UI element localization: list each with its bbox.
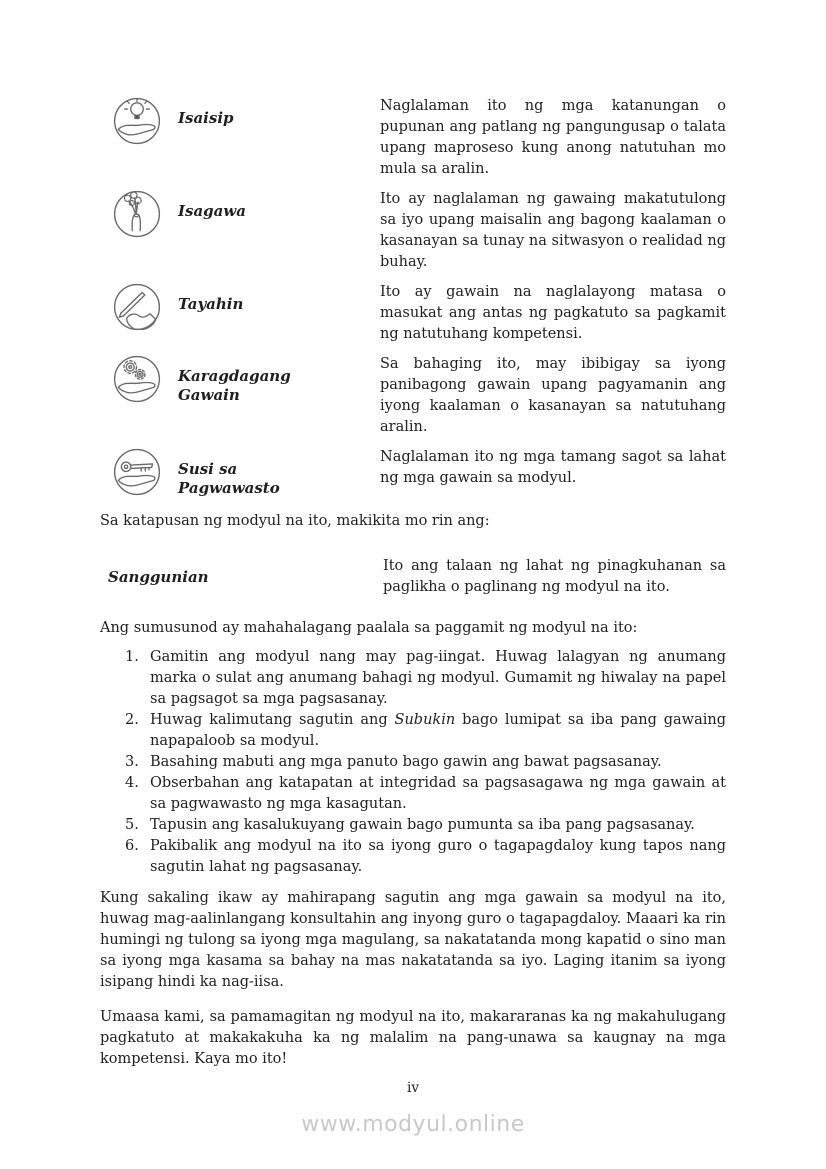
module-end-note: Sa katapusan ng modyul na ito, makikita mo rin ang:	[100, 513, 490, 529]
reminder-item	[125, 836, 726, 878]
module-part-label: Tayahin	[178, 295, 244, 313]
closing-paragraph: Umaasa kami, sa pamamagitan ng modyul na ito, makararanas ka ng makahulugang pagkatuto at makakakuha ka ng malalim na pang-unawa sa kaugnay na mga kompetensi. Kaya mo ito!	[100, 1009, 726, 1067]
sanggunian-description: Ito ang talaan ng lahat ng pinagkuhanan sa paglikha o paglinang ng modyul na ito.	[383, 558, 726, 595]
reminder-number: 6.	[125, 838, 139, 854]
hand-holding-flowers-icon	[112, 189, 162, 239]
key-hand-icon	[112, 447, 162, 497]
module-part-description: Naglalaman ito ng mga tamang sagot sa lahat ng mga gawain sa modyul.	[380, 449, 726, 486]
reminder-text: Obserbahan ang katapatan at integridad sa pagsasagawa ng mga gawain at sa pagwawasto ng mga kasagutan.	[150, 775, 726, 812]
watermark: www.modyul.online	[301, 1112, 525, 1137]
module-part-description: Naglalaman ito ng mga katanungan o pupunan ang patlang ng pangungusap o talata upang maproseso kung anong natutuhan mo mula sa aralin.	[380, 98, 726, 177]
reminder-text: Huwag kalimutang sagutin ang Subukin bago lumipat sa iba pang gawaing napapaloob sa modyul.	[150, 712, 726, 749]
module-part-row	[100, 282, 726, 345]
reminder-number: 5.	[125, 817, 139, 833]
module-part-label: Isaisip	[178, 109, 234, 127]
module-part-description: Ito ay naglalaman ng gawaing makatutulong sa iyo upang maisalin ang bagong kaalaman o kasanayan sa tunay na sitwasyon o realidad ng buhay.	[380, 191, 727, 270]
lightbulb-hand-icon	[112, 96, 162, 146]
sanggunian-label: Sanggunian	[108, 568, 209, 586]
page-content	[100, 96, 726, 1084]
reminder-text: Tapusin ang kasalukuyang gawain bago pumunta sa iba pang pagsasanay.	[150, 817, 695, 833]
writing-hand-icon	[112, 282, 162, 332]
reminder-number: 3.	[125, 754, 139, 770]
module-part-label: Karagdagang Gawain	[178, 367, 291, 404]
reminder-item	[125, 752, 726, 773]
module-part-row	[100, 354, 726, 438]
page-number: iv	[407, 1080, 419, 1096]
reminder-text: Gamitin ang modyul nang may pag-iingat. Huwag lalagyan ng anumang marka o sulat ang anumang bahagi ng modyul. Gumamit ng hiwalay na papel sa pagsagot sa mga pagsasanay.	[150, 649, 726, 707]
module-part-description: Sa bahaging ito, may ibibigay sa iyong panibagong gawain upang pagyamanin ang iyong kaalaman o kasanayan sa natutuhang aralin.	[380, 356, 726, 435]
reminders-list	[100, 647, 726, 878]
module-part-row	[100, 96, 726, 180]
sanggunian-row	[100, 556, 726, 598]
reminder-item	[125, 647, 726, 710]
module-part-row	[100, 447, 726, 498]
reminder-number: 4.	[125, 775, 139, 791]
reminder-number: 1.	[125, 649, 139, 665]
reminder-number: 2.	[125, 712, 139, 728]
reminder-item	[125, 773, 726, 815]
reminder-text: Pakibalik ang modyul na ito sa iyong guro o tagapagdaloy kung tapos nang sagutin lahat ng pagsasanay.	[150, 838, 726, 875]
module-part-description: Ito ay gawain na naglalayong matasa o masukat ang antas ng pagkatuto sa pagkamit ng natutuhang kompetensi.	[380, 284, 726, 342]
reminder-text: Basahing mabuti ang mga panuto bago gawin ang bawat pagsasanay.	[150, 754, 662, 770]
module-part-row	[100, 189, 726, 273]
reminder-item	[125, 815, 726, 836]
reminder-item	[125, 710, 726, 752]
help-paragraph: Kung sakaling ikaw ay mahirapang sagutin ang mga gawain sa modyul na ito, huwag mag-aalinlangang konsultahin ang inyong guro o tagapagdaloy. Maaari ka rin humingi ng tulong sa iyong mga magulang, sa nakatatanda mong kapatid o sino man sa iyong mga kasama sa bahay na mas nakatatanda sa iyo. Laging itanim sa iyong isipang hindi ka nag-iisa.	[100, 890, 727, 990]
module-part-label: Isagawa	[178, 202, 247, 220]
reminders-intro: Ang sumusunod ay mahahalagang paalala sa paggamit ng modyul na ito:	[100, 620, 638, 636]
module-part-label: Susi sa Pagwawasto	[178, 460, 280, 497]
gears-hand-icon	[112, 354, 162, 404]
